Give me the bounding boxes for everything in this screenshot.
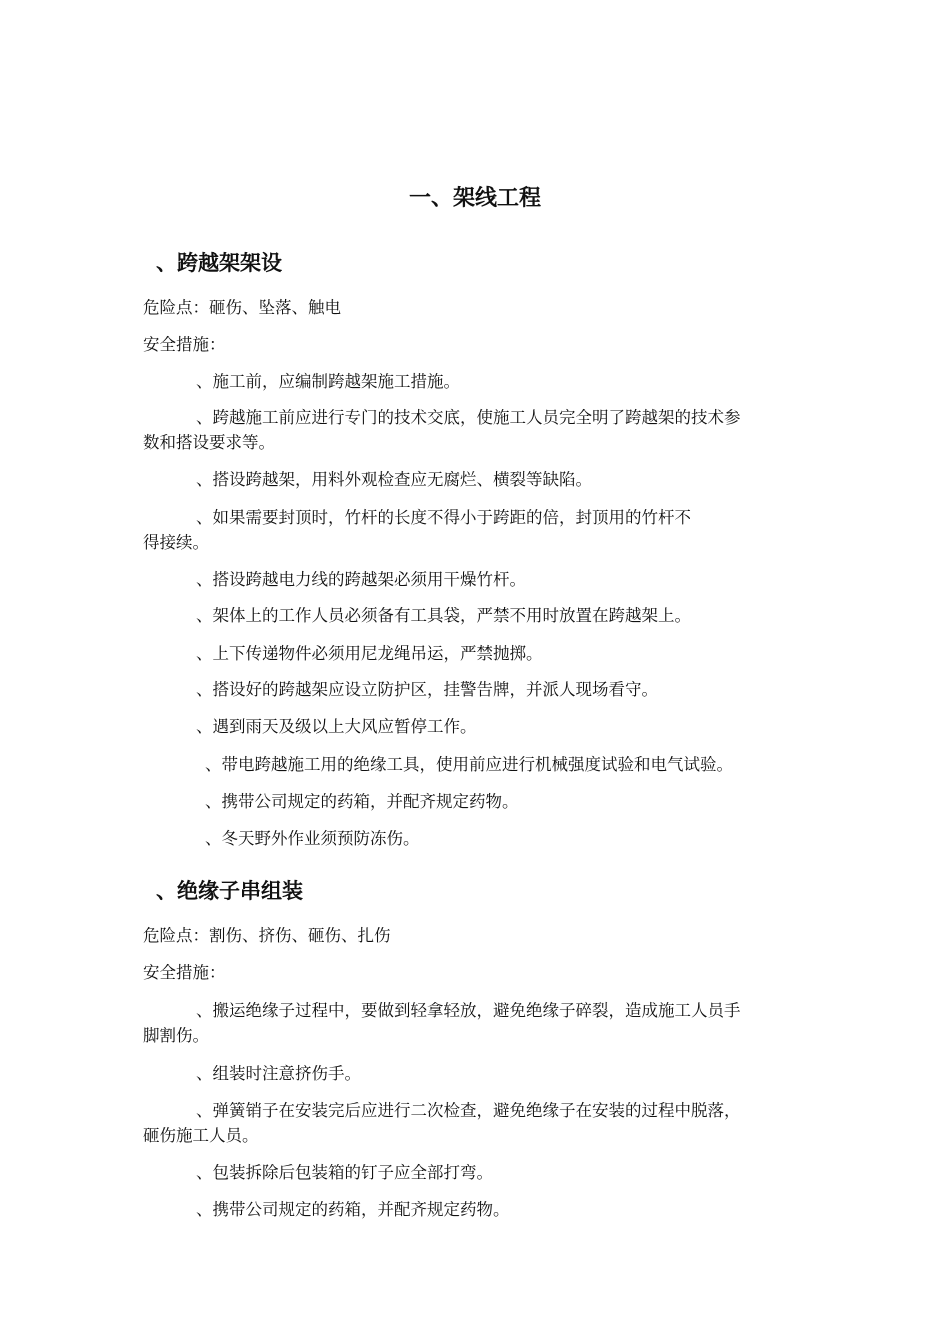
measure-item-continuation: 砸伤施工人员。 bbox=[143, 1126, 259, 1145]
measure-item: 、上下传递物件必须用尼龙绳吊运，严禁抛掷。 bbox=[196, 644, 543, 663]
measure-item-continuation: 数和搭设要求等。 bbox=[143, 433, 275, 452]
measure-item: 、跨越施工前应进行专门的技术交底，使施工人员完全明了跨越架的技术参 bbox=[196, 408, 741, 427]
measure-item: 、搭设好的跨越架应设立防护区，挂警告牌，并派人现场看守。 bbox=[196, 680, 658, 699]
measure-item: 、包装拆除后包装箱的钉子应全部打弯。 bbox=[196, 1163, 493, 1182]
measures-label: 安全措施： bbox=[143, 335, 226, 354]
measure-item: 、冬天野外作业须预防冻伤。 bbox=[205, 829, 420, 848]
measure-item: 、遇到雨天及级以上大风应暂停工作。 bbox=[196, 717, 477, 736]
measure-item: 、施工前，应编制跨越架施工措施。 bbox=[196, 372, 460, 391]
hazard-line: 危险点：砸伤、坠落、触电 bbox=[143, 298, 341, 317]
measure-item: 、如果需要封顶时，竹杆的长度不得小于跨距的倍，封顶用的竹杆不 bbox=[196, 508, 691, 527]
measure-item: 、携带公司规定的药箱，并配齐规定药物。 bbox=[196, 1200, 510, 1219]
measure-item-continuation: 得接续。 bbox=[143, 533, 209, 552]
measures-label: 安全措施： bbox=[143, 963, 226, 982]
measure-item-continuation: 脚割伤。 bbox=[143, 1026, 209, 1045]
measure-item: 、搬运绝缘子过程中，要做到轻拿轻放，避免绝缘子碎裂，造成施工人员手 bbox=[196, 1001, 741, 1020]
section-heading-crossing-frame: 、跨越架架设 bbox=[156, 251, 282, 275]
section-heading-insulator-string: 、绝缘子串组装 bbox=[156, 879, 303, 903]
measure-item: 、架体上的工作人员必须备有工具袋，严禁不用时放置在跨越架上。 bbox=[196, 606, 691, 625]
measure-item: 、携带公司规定的药箱，并配齐规定药物。 bbox=[205, 792, 519, 811]
measure-item: 、组装时注意挤伤手。 bbox=[196, 1064, 361, 1083]
measure-item: 、带电跨越施工用的绝缘工具，使用前应进行机械强度试验和电气试验。 bbox=[205, 755, 733, 774]
measure-item: 、搭设跨越架，用料外观检查应无腐烂、横裂等缺陷。 bbox=[196, 470, 592, 489]
measure-item: 、搭设跨越电力线的跨越架必须用干燥竹杆。 bbox=[196, 570, 526, 589]
page-title: 一、架线工程 bbox=[408, 186, 541, 211]
hazard-line: 危险点：割伤、挤伤、砸伤、扎伤 bbox=[143, 926, 391, 945]
measure-item: 、弹簧销子在安装完后应进行二次检查，避免绝缘子在安装的过程中脱落， bbox=[196, 1101, 741, 1120]
